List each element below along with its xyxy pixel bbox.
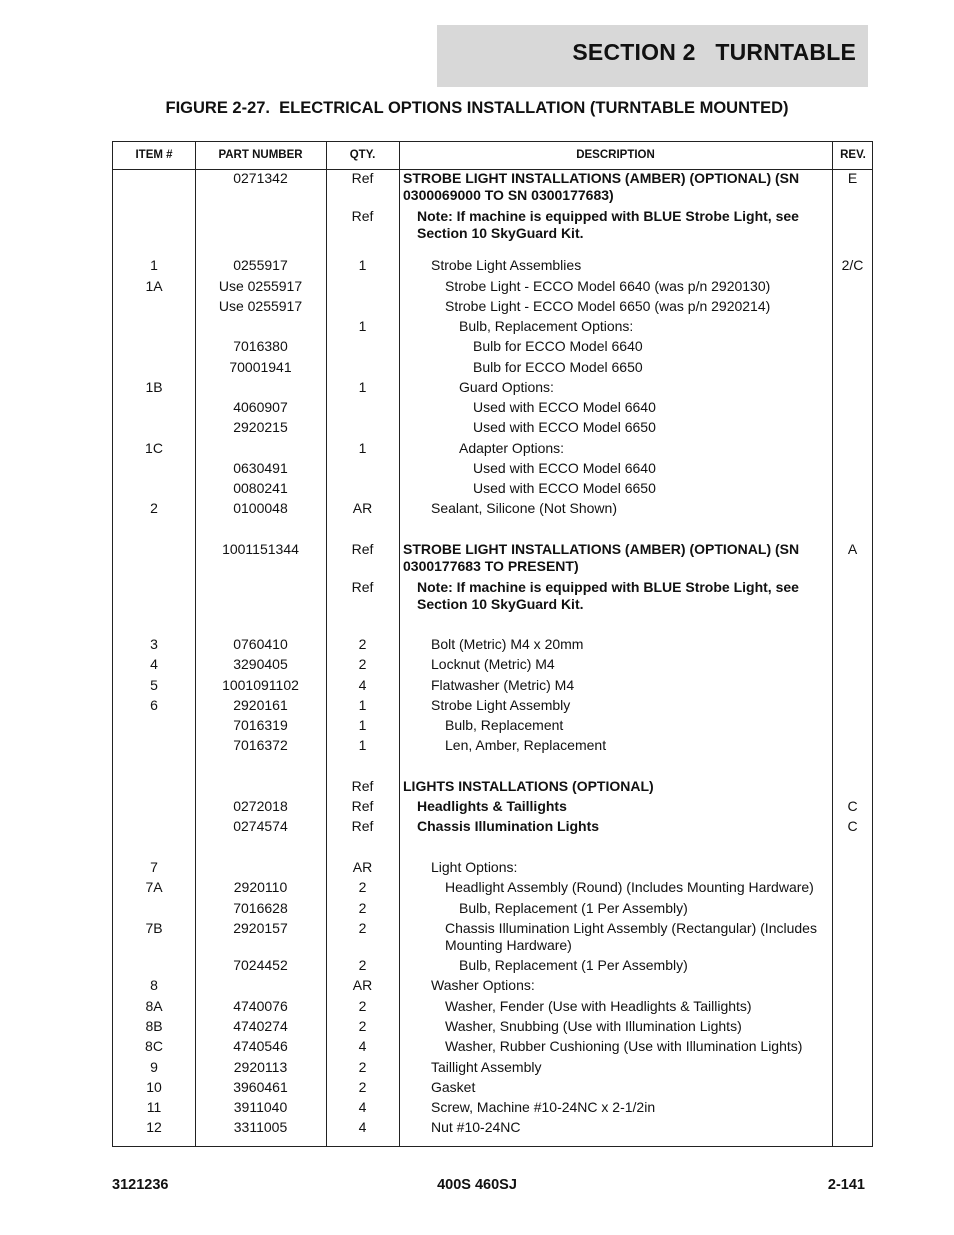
quantity: 4 — [358, 1099, 367, 1115]
quantity: Ref — [351, 798, 374, 814]
quantity: Ref — [351, 818, 374, 834]
description: Len, Amber, Replacement — [445, 737, 607, 753]
part-number: 2920157 — [233, 920, 288, 936]
column-header-part-number: PART NUMBER — [218, 149, 303, 161]
part-number: 0630491 — [233, 460, 288, 476]
column-header-item: ITEM # — [135, 149, 173, 161]
description: Washer, Snubbing (Use with Illumination Lights) — [445, 1018, 742, 1034]
column-header-rev: REV. — [840, 149, 866, 161]
quantity: Ref — [351, 208, 374, 224]
item-number: 2 — [150, 500, 158, 516]
part-number: 2920215 — [233, 419, 288, 435]
description: Bulb for ECCO Model 6640 — [473, 338, 643, 354]
part-number: 7016628 — [233, 900, 288, 916]
part-number: Use 0255917 — [218, 278, 303, 294]
part-number: 7016372 — [233, 737, 288, 753]
section-banner — [437, 25, 868, 87]
item-number: 1C — [145, 440, 163, 456]
part-number: 4740274 — [233, 1018, 288, 1034]
description: Strobe Light Assembly — [431, 697, 571, 713]
description: Locknut (Metric) M4 — [431, 656, 555, 672]
quantity: 1 — [358, 717, 367, 733]
quantity: 2 — [358, 1079, 367, 1095]
quantity: 2 — [358, 900, 367, 916]
quantity: 2 — [358, 957, 367, 973]
item-number: 7B — [145, 920, 163, 936]
description: Used with ECCO Model 6640 — [473, 460, 656, 476]
quantity: 1 — [358, 379, 367, 395]
description: Light Options: — [431, 859, 518, 875]
item-number: 6 — [150, 697, 158, 713]
description: Screw, Machine #10-24NC x 2-1/2in — [431, 1099, 656, 1115]
quantity: Ref — [351, 170, 374, 186]
description: Washer Options: — [431, 977, 535, 993]
part-number: 4740076 — [233, 998, 288, 1014]
description: Sealant, Silicone (Not Shown) — [431, 500, 617, 516]
part-number: 2920110 — [233, 879, 288, 895]
item-number: 1A — [145, 278, 163, 294]
part-number: 70001941 — [229, 359, 292, 375]
description: Bulb, Replacement Options: — [459, 318, 634, 334]
part-number: 3290405 — [233, 656, 288, 672]
part-number: 0100048 — [233, 500, 288, 516]
part-number: 4060907 — [233, 399, 288, 415]
item-number: 1B — [145, 379, 163, 395]
description: Used with ECCO Model 6650 — [473, 419, 656, 435]
description: STROBE LIGHT INSTALLATIONS (AMBER) (OPTIONAL) (SN 0300069000 TO SN 0300177683) — [403, 170, 800, 203]
quantity: 1 — [358, 697, 367, 713]
part-number: 0255917 — [233, 257, 288, 273]
description: Strobe Light Assemblies — [431, 257, 582, 273]
part-number: 0080241 — [233, 480, 288, 496]
item-number: 1 — [150, 257, 158, 273]
description: Note: If machine is equipped with BLUE Strobe Light, see Section 10 SkyGuard Kit. — [417, 579, 799, 612]
description: Flatwasher (Metric) M4 — [431, 677, 575, 693]
item-number: 8C — [145, 1038, 163, 1054]
description: Gasket — [431, 1079, 476, 1095]
quantity: 2 — [358, 879, 367, 895]
item-number: 9 — [150, 1059, 158, 1075]
quantity: Ref — [351, 579, 374, 595]
part-number: 3911040 — [233, 1099, 288, 1115]
part-number: 3311005 — [233, 1119, 288, 1135]
item-number: 3 — [150, 636, 158, 652]
quantity: 4 — [358, 1119, 367, 1135]
description: Bulb, Replacement (1 Per Assembly) — [459, 957, 688, 973]
item-number: 12 — [146, 1119, 162, 1135]
quantity: 2 — [358, 998, 367, 1014]
item-number: 8 — [150, 977, 158, 993]
description: Guard Options: — [459, 379, 554, 395]
quantity: 2 — [358, 656, 367, 672]
quantity: 2 — [358, 636, 367, 652]
revision: A — [847, 541, 858, 557]
description: Headlights & Taillights — [417, 798, 567, 814]
item-number: 4 — [150, 656, 158, 672]
quantity: 1 — [358, 737, 367, 753]
parts-table — [112, 141, 873, 1147]
column-header-qty: QTY. — [349, 149, 376, 161]
description: Strobe Light - ECCO Model 6640 (was p/n 2920130) — [445, 278, 771, 294]
revision: C — [847, 798, 858, 814]
part-number: 7016319 — [233, 717, 288, 733]
column-header-description: DESCRIPTION — [576, 149, 655, 161]
part-number: 1001151344 — [222, 541, 299, 557]
quantity: Ref — [351, 541, 374, 557]
item-number: 8A — [145, 998, 163, 1014]
item-number: 7 — [150, 859, 158, 875]
description: Washer, Rubber Cushioning (Use with Illumination Lights) — [445, 1038, 803, 1054]
quantity: 1 — [358, 318, 367, 334]
quantity: AR — [352, 859, 373, 875]
page-number: 2-141 — [827, 1177, 865, 1193]
item-number: 11 — [146, 1099, 162, 1115]
quantity: 2 — [358, 1018, 367, 1034]
quantity: 1 — [358, 440, 367, 456]
description: LIGHTS INSTALLATIONS (OPTIONAL) — [403, 778, 654, 794]
quantity: AR — [352, 977, 373, 993]
part-number: 3960461 — [233, 1079, 288, 1095]
description: Nut #10-24NC — [431, 1119, 521, 1135]
part-number: 0272018 — [233, 798, 288, 814]
description: Used with ECCO Model 6650 — [473, 480, 656, 496]
part-number: 2920113 — [233, 1059, 288, 1075]
quantity: 4 — [358, 1038, 367, 1054]
description: Strobe Light - ECCO Model 6650 (was p/n 2920214) — [445, 298, 771, 314]
quantity: 1 — [358, 257, 367, 273]
description: Taillight Assembly — [431, 1059, 542, 1075]
figure-title: FIGURE 2-27. ELECTRICAL OPTIONS INSTALLATION (TURNTABLE MOUNTED) — [165, 99, 789, 117]
description: Note: If machine is equipped with BLUE Strobe Light, see Section 10 SkyGuard Kit. — [417, 208, 799, 241]
description: Chassis Illumination Lights — [417, 818, 600, 834]
quantity: 4 — [358, 677, 367, 693]
description: Adapter Options: — [459, 440, 565, 456]
section-title: SECTION 2 TURNTABLE — [572, 39, 856, 65]
item-number: 7A — [145, 879, 163, 895]
part-number: 1001091102 — [222, 677, 299, 693]
description: Bulb, Replacement — [445, 717, 564, 733]
doc-number: 3121236 — [112, 1177, 169, 1193]
part-number: 7016380 — [233, 338, 288, 354]
quantity: 2 — [358, 1059, 367, 1075]
description: Headlight Assembly (Round) (Includes Mounting Hardware) — [445, 879, 814, 895]
description: Bulb, Replacement (1 Per Assembly) — [459, 900, 688, 916]
part-number: 7024452 — [233, 957, 288, 973]
model-number: 400S 460SJ — [437, 1177, 517, 1193]
description: STROBE LIGHT INSTALLATIONS (AMBER) (OPTIONAL) (SN 0300177683 TO PRESENT) — [403, 541, 800, 574]
column-divider — [832, 142, 833, 1146]
quantity: 2 — [358, 920, 367, 936]
item-number: 5 — [150, 677, 158, 693]
quantity: AR — [352, 500, 373, 516]
item-number: 10 — [146, 1079, 162, 1095]
description: Bulb for ECCO Model 6650 — [473, 359, 643, 375]
part-number: 4740546 — [233, 1038, 288, 1054]
revision: 2/C — [841, 257, 864, 273]
description: Bolt (Metric) M4 x 20mm — [431, 636, 584, 652]
part-number: 2920161 — [233, 697, 288, 713]
part-number: 0271342 — [233, 170, 288, 186]
column-divider — [399, 142, 400, 1146]
description: Used with ECCO Model 6640 — [473, 399, 656, 415]
revision: C — [847, 818, 858, 834]
part-number: Use 0255917 — [218, 298, 303, 314]
item-number: 8B — [145, 1018, 163, 1034]
description: Washer, Fender (Use with Headlights & Taillights) — [445, 998, 752, 1014]
revision: E — [847, 170, 858, 186]
part-number: 0274574 — [233, 818, 288, 834]
part-number: 0760410 — [233, 636, 288, 652]
quantity: Ref — [351, 778, 374, 794]
description: Chassis Illumination Light Assembly (Rectangular) (Includes Mounting Hardware) — [445, 920, 817, 953]
